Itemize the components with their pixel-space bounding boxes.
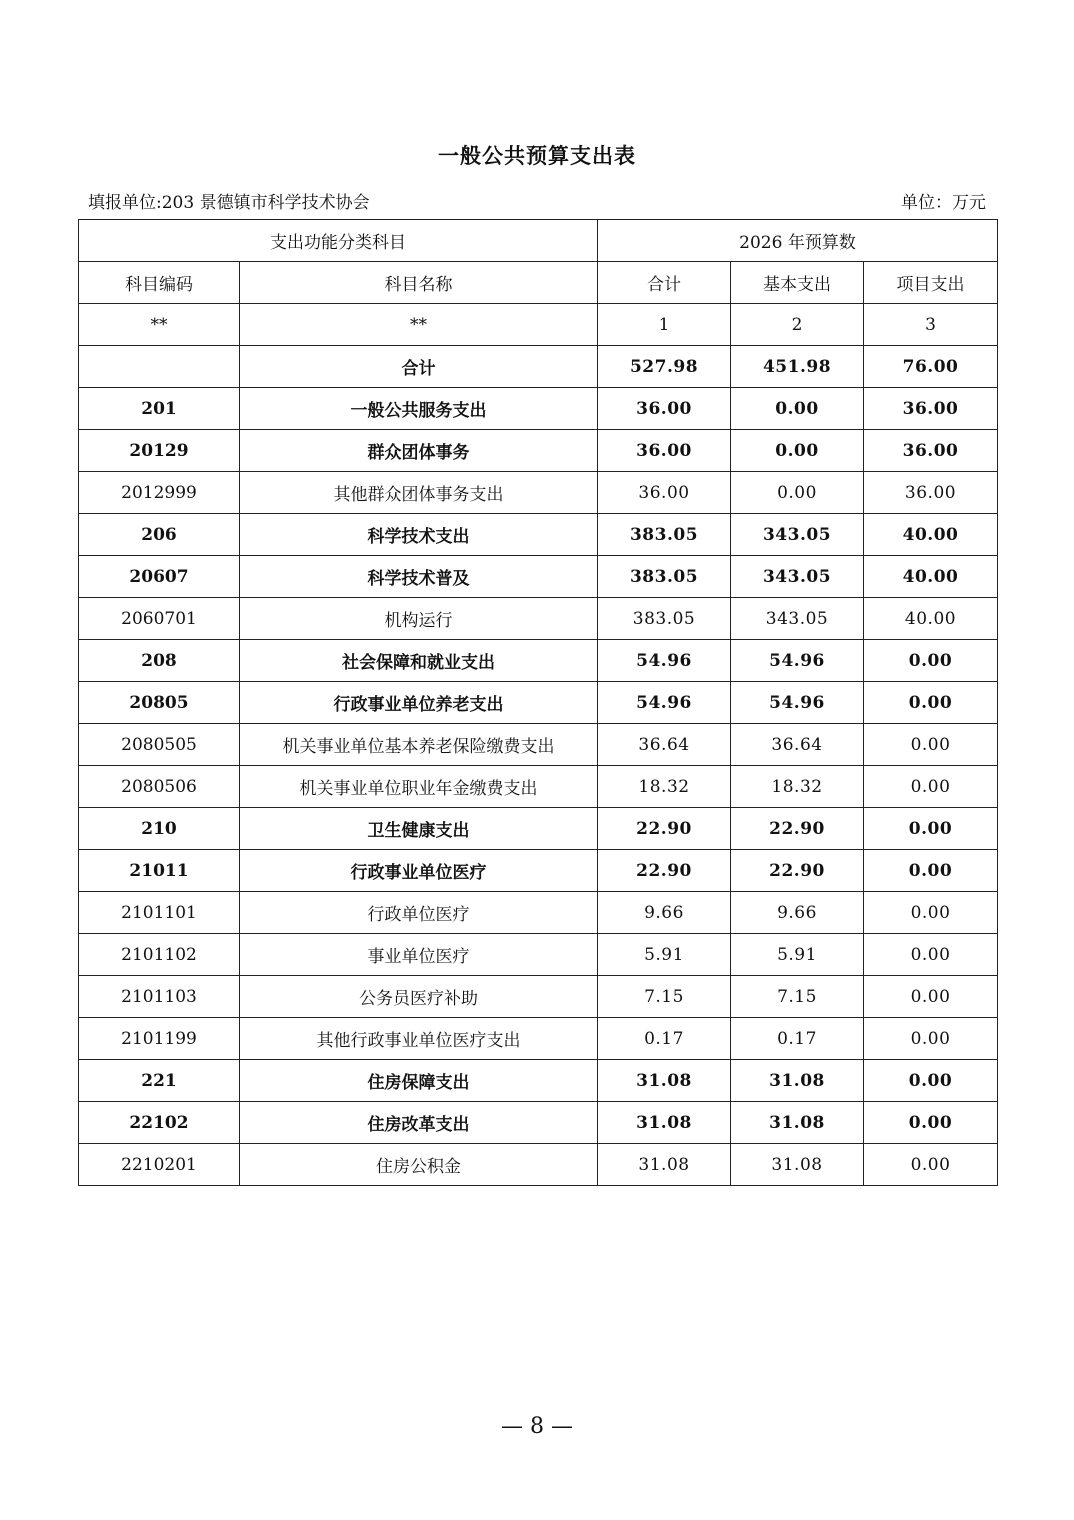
row-code: 2101199: [79, 1018, 240, 1060]
table-row: [79, 766, 998, 808]
row-project: 0.00: [864, 640, 998, 682]
table-row: [79, 640, 998, 682]
row-code: 2080505: [79, 724, 240, 766]
row-code: 22102: [79, 1102, 240, 1144]
row-total: 31.08: [598, 1144, 731, 1186]
header-group-classification: 支出功能分类科目: [79, 220, 598, 262]
row-name: 机构运行: [240, 598, 598, 640]
budget-table: [78, 219, 998, 1186]
row-total: 18.32: [598, 766, 731, 808]
row-project: 36.00: [864, 430, 998, 472]
table-row: [79, 976, 998, 1018]
table-row: [79, 346, 998, 388]
row-name: 住房公积金: [240, 1144, 598, 1186]
header-name: 科目名称: [240, 262, 598, 304]
row-total: 383.05: [598, 598, 731, 640]
row-project: 0.00: [864, 892, 998, 934]
row-code: 208: [79, 640, 240, 682]
row-basic: 31.08: [731, 1144, 864, 1186]
table-row: [79, 934, 998, 976]
row-basic: 22.90: [731, 850, 864, 892]
table-row: [79, 1060, 998, 1102]
row-project: 36.00: [864, 472, 998, 514]
table-row: [79, 1102, 998, 1144]
row-project: 0.00: [864, 976, 998, 1018]
table-row: [79, 682, 998, 724]
row-name: 行政事业单位医疗: [240, 850, 598, 892]
row-basic: 7.15: [731, 976, 864, 1018]
row-name: 事业单位医疗: [240, 934, 598, 976]
row-total: 5.91: [598, 934, 731, 976]
table-row: [79, 1144, 998, 1186]
row-code: 221: [79, 1060, 240, 1102]
table-row: [79, 1018, 998, 1060]
row-name: 科学技术支出: [240, 514, 598, 556]
table-row: [79, 556, 998, 598]
page-number: — 8 —: [501, 1414, 573, 1439]
row-basic: 54.96: [731, 682, 864, 724]
header-index-row: [79, 304, 998, 346]
table-row: [79, 430, 998, 472]
currency-unit: 单位：万元: [901, 193, 986, 213]
row-basic: 31.08: [731, 1102, 864, 1144]
row-name: 其他群众团体事务支出: [240, 472, 598, 514]
row-name: 公务员医疗补助: [240, 976, 598, 1018]
header-group-row: [79, 220, 998, 262]
row-code: 210: [79, 808, 240, 850]
row-project: 0.00: [864, 934, 998, 976]
row-name: 合计: [240, 346, 598, 388]
table-row: [79, 514, 998, 556]
table-row: [79, 724, 998, 766]
row-basic: 9.66: [731, 892, 864, 934]
row-basic: 0.00: [731, 388, 864, 430]
row-project: 0.00: [864, 766, 998, 808]
row-basic: 18.32: [731, 766, 864, 808]
row-basic: 36.64: [731, 724, 864, 766]
row-basic: 0.00: [731, 430, 864, 472]
table-row: [79, 892, 998, 934]
row-total: 527.98: [598, 346, 731, 388]
table-row: [79, 850, 998, 892]
row-total: 7.15: [598, 976, 731, 1018]
row-basic: 54.96: [731, 640, 864, 682]
row-total: 22.90: [598, 808, 731, 850]
index-total: 1: [598, 304, 731, 346]
budget-table-body: [79, 346, 998, 1186]
row-name: 机关事业单位职业年金缴费支出: [240, 766, 598, 808]
row-code: 20805: [79, 682, 240, 724]
row-name: 卫生健康支出: [240, 808, 598, 850]
row-total: 54.96: [598, 682, 731, 724]
row-total: 54.96: [598, 640, 731, 682]
header-column-row: [79, 262, 998, 304]
row-project: 40.00: [864, 556, 998, 598]
table-row: [79, 472, 998, 514]
row-name: 行政单位医疗: [240, 892, 598, 934]
index-basic: 2: [731, 304, 864, 346]
row-code: [79, 346, 240, 388]
row-project: 0.00: [864, 1144, 998, 1186]
row-total: 0.17: [598, 1018, 731, 1060]
row-code: 2012999: [79, 472, 240, 514]
table-row: [79, 598, 998, 640]
row-basic: 31.08: [731, 1060, 864, 1102]
row-code: 2101102: [79, 934, 240, 976]
row-basic: 343.05: [731, 598, 864, 640]
index-name: **: [240, 304, 598, 346]
row-basic: 0.17: [731, 1018, 864, 1060]
header-code: 科目编码: [79, 262, 240, 304]
row-basic: 0.00: [731, 472, 864, 514]
row-code: 206: [79, 514, 240, 556]
row-total: 36.00: [598, 430, 731, 472]
row-project: 76.00: [864, 346, 998, 388]
row-project: 0.00: [864, 1060, 998, 1102]
index-code: **: [79, 304, 240, 346]
table-row: [79, 388, 998, 430]
row-project: 40.00: [864, 514, 998, 556]
row-code: 20129: [79, 430, 240, 472]
row-code: 201: [79, 388, 240, 430]
row-total: 383.05: [598, 514, 731, 556]
table-row: [79, 808, 998, 850]
row-basic: 5.91: [731, 934, 864, 976]
row-project: 40.00: [864, 598, 998, 640]
row-code: 2101101: [79, 892, 240, 934]
row-basic: 343.05: [731, 556, 864, 598]
row-project: 36.00: [864, 388, 998, 430]
row-basic: 22.90: [731, 808, 864, 850]
header-project: 项目支出: [864, 262, 998, 304]
row-code: 20607: [79, 556, 240, 598]
row-project: 0.00: [864, 850, 998, 892]
row-basic: 343.05: [731, 514, 864, 556]
row-basic: 451.98: [731, 346, 864, 388]
row-total: 9.66: [598, 892, 731, 934]
row-name: 一般公共服务支出: [240, 388, 598, 430]
row-name: 社会保障和就业支出: [240, 640, 598, 682]
row-project: 0.00: [864, 808, 998, 850]
row-total: 36.00: [598, 472, 731, 514]
row-project: 0.00: [864, 682, 998, 724]
row-name: 机关事业单位基本养老保险缴费支出: [240, 724, 598, 766]
row-total: 31.08: [598, 1060, 731, 1102]
row-name: 其他行政事业单位医疗支出: [240, 1018, 598, 1060]
row-code: 21011: [79, 850, 240, 892]
row-name: 住房保障支出: [240, 1060, 598, 1102]
row-total: 36.00: [598, 388, 731, 430]
reporting-unit: 填报单位:203 景德镇市科学技术协会: [88, 193, 370, 213]
row-project: 0.00: [864, 1018, 998, 1060]
row-code: 2080506: [79, 766, 240, 808]
header-total: 合计: [598, 262, 731, 304]
row-code: 2060701: [79, 598, 240, 640]
header-basic: 基本支出: [731, 262, 864, 304]
page-title: 一般公共预算支出表: [438, 143, 636, 168]
row-code: 2210201: [79, 1144, 240, 1186]
row-name: 科学技术普及: [240, 556, 598, 598]
row-name: 群众团体事务: [240, 430, 598, 472]
row-total: 31.08: [598, 1102, 731, 1144]
header-group-budget-year: 2026 年预算数: [598, 220, 998, 262]
row-project: 0.00: [864, 1102, 998, 1144]
index-project: 3: [864, 304, 998, 346]
row-name: 住房改革支出: [240, 1102, 598, 1144]
row-total: 36.64: [598, 724, 731, 766]
row-project: 0.00: [864, 724, 998, 766]
row-code: 2101103: [79, 976, 240, 1018]
row-total: 22.90: [598, 850, 731, 892]
row-total: 383.05: [598, 556, 731, 598]
row-name: 行政事业单位养老支出: [240, 682, 598, 724]
